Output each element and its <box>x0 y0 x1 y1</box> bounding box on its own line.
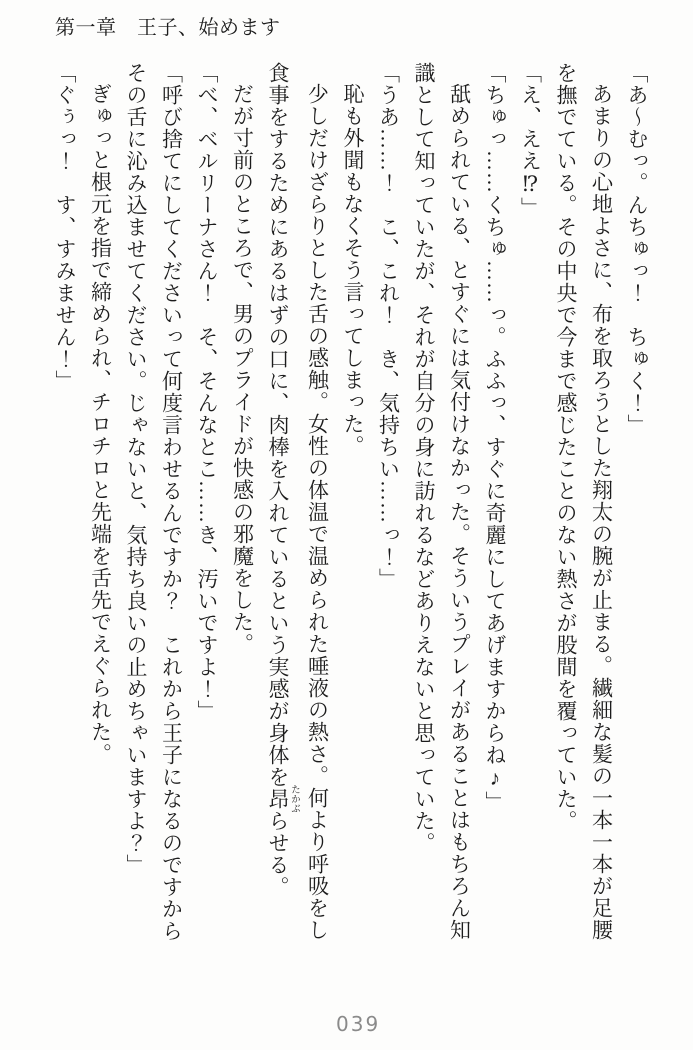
ruby-annotated-kanji: 昂 たかぶ <box>266 784 299 814</box>
text-line: あまりの心地よさに、布を取ろうとした翔太の腕が止まる。繊細な髪の一本一本が足腰 <box>589 83 614 941</box>
text-line: 少しだけざらりとした舌の感触。女性の体温で温められた唾液の熱さ。何より呼吸をし <box>305 83 330 941</box>
page-number: 039 <box>336 1012 381 1036</box>
text-line: だが寸前のところで、男のプライドが快感の邪魔をした。 <box>230 83 255 655</box>
text-line: 恥も外聞もなくそう言ってしまった。 <box>341 83 365 457</box>
text-line: 「ちゅっ……くちゅ……っ。ふふっ、すぐに奇麗にしてあげますからね♪」 <box>483 62 507 813</box>
text-line: ぎゅっと根元を指で締められ、チロチロと先端を舌先でえぐられた。 <box>88 83 113 765</box>
text-line: 「ぐぅっ！ す、すみません！」 <box>53 62 77 392</box>
text-line: 「うあ……！ こ、これ！ き、気持ちい……っ！」 <box>376 62 401 590</box>
text-line: その舌に沁み込ませてください。じゃないと、気持ち良いの止めちゃいますよ？」 <box>124 62 148 876</box>
chapter-header: 第一章 王子、始めます <box>55 17 281 39</box>
text-line: 識として知っていたが、それが自分の身に訪れるなどありえないと思っていた。 <box>412 62 436 854</box>
text-line: 「べ、ベルリーナさん！ そ、そんなとこ……き、汚いですよ！」 <box>195 62 219 722</box>
text-line: を撫でている。その中央で今まで感じたことのない熱さが股間を覆っていた。 <box>554 62 578 832</box>
text-line: 食事をするためにあるはずの口に、肉棒を入れているという実感が身体を昂 たかぶらせる。 <box>266 62 299 898</box>
body-text <box>47 62 655 984</box>
text-line: 「あ～むっ。んちゅっ！ ちゅく！」 <box>625 62 649 436</box>
text-line: 舐められている、とすぐには気付けなかった。そういうプレイがあることはもちろん知 <box>447 83 472 941</box>
text-line: 「呼び捨てにしてくださいって何度言わせるんですか？ これから王子になるのですから <box>159 62 184 942</box>
text-line: 「え、ええ⁉」 <box>518 62 543 219</box>
